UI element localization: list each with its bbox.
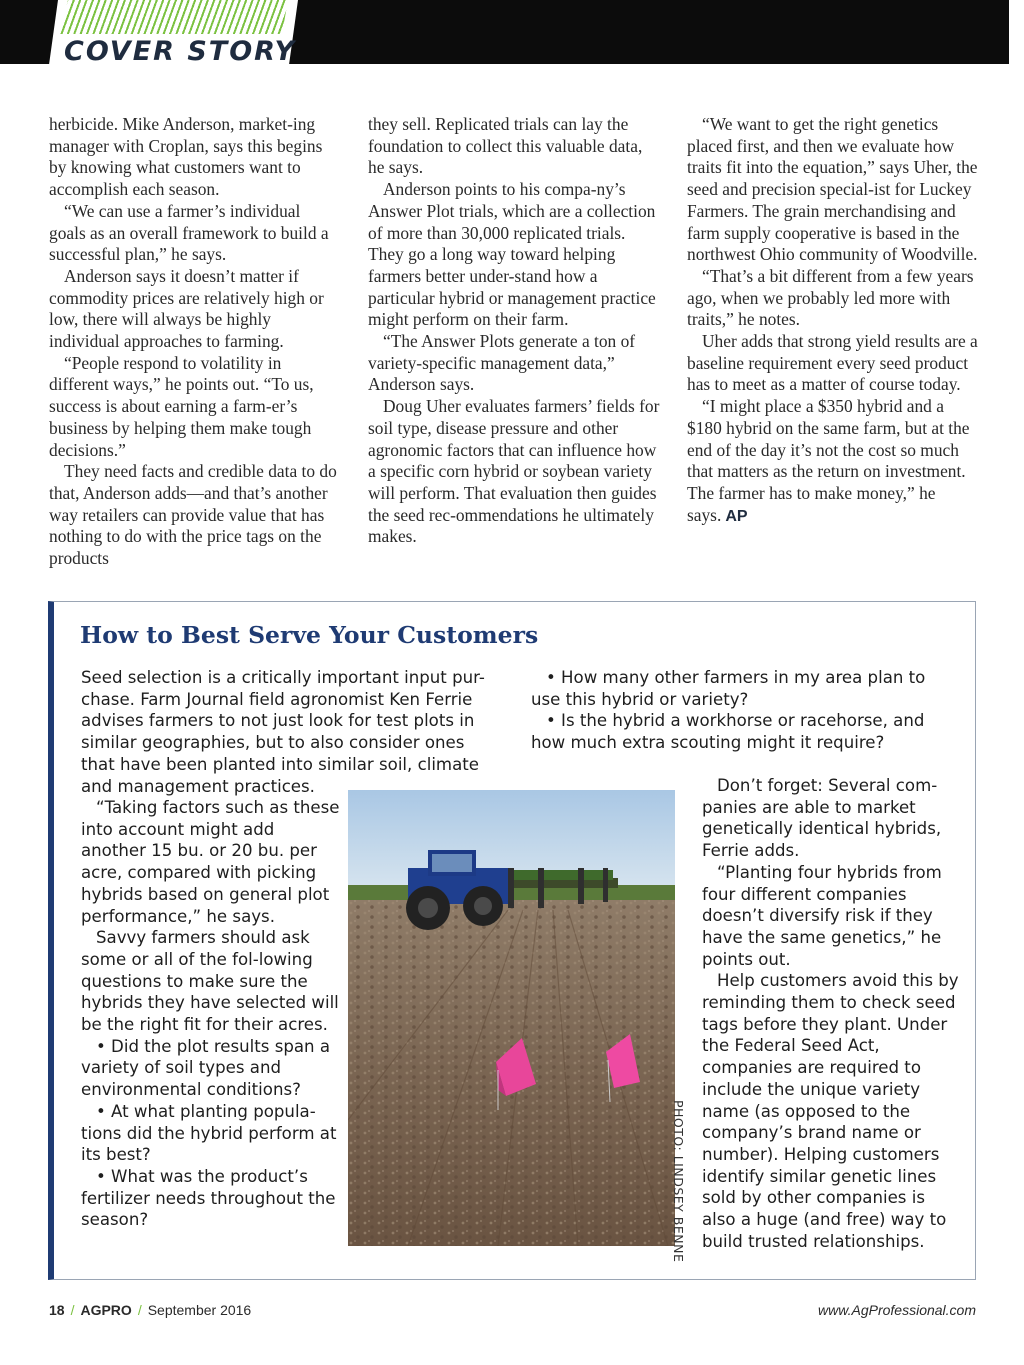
paragraph: “The Answer Plots generate a ton of variety-specific management data,” Anderson says. (368, 331, 636, 395)
paragraph: They need facts and credible data to do that, Anderson adds—and that’s another way retailers can provide value that has nothing to do with the price tags on the products (49, 461, 337, 569)
section-label: COVER STORY (64, 36, 297, 67)
sidebar-left-column (81, 797, 343, 1231)
bullet-item: • Did the plot results span a variety of soil types and environmental conditions? (81, 1036, 331, 1100)
paragraph: “Planting four hybrids from four different companies doesn’t diversify risk if they have the same genetics,” he points out. (702, 862, 942, 969)
bullet-item: • What was the product’s fertilizer needs throughout the season? (81, 1166, 336, 1230)
paragraph: “Taking factors such as these into account might add another 15 bu. or 20 bu. per acre, compared with picking hybrids based on general plot performance,” he says. (81, 798, 340, 926)
publication-name: AGPRO (80, 1302, 132, 1318)
paragraph: they sell. Replicated trials can lay the foundation to collect this valuable data, he says. (368, 114, 643, 178)
footer-left (49, 1302, 251, 1318)
bullet-item: • How many other farmers in my area plan to use this hybrid or variety? (531, 668, 926, 709)
sidebar-right-column (702, 775, 960, 1252)
end-mark: AP (725, 507, 748, 525)
bullet-item: • Is the hybrid a workhorse or racehorse, and how much extra scouting might it require? (531, 711, 925, 753)
paragraph: herbicide. Mike Anderson, market-ing manager with Croplan, says this begins by knowing what customers want to accomplish each season. (49, 114, 323, 200)
separator: / (70, 1302, 75, 1318)
article-column-1 (49, 114, 341, 570)
paragraph: Doug Uher evaluates farmers’ fields for soil type, disease pressure and other agronomic factors that can influence how a specific corn hybrid or soybean variety will perform. That evaluation then guides the seed rec-ommendations he ultimately makes. (368, 396, 660, 547)
footer-website[interactable]: www.AgProfessional.com (818, 1302, 976, 1318)
paragraph: Savvy farmers should ask some or all of the fol-lowing questions to make sure the hybrids they have selected will be the right fit for their acres. (81, 928, 339, 1035)
field-photo (348, 790, 675, 1246)
photo-credit: PHOTO: LINDSEY BENNE (671, 1100, 686, 1263)
paragraph: “That’s a bit different from a few years ago, when we probably led more with traits,” he notes. (687, 265, 974, 330)
paragraph: “I might place a $350 hybrid and a $180 hybrid on the same farm, but at the end of the day it’s not the cost so much that matters as the return on investment. The farmer has to make money,” he says. (687, 396, 970, 525)
sidebar-right-top (531, 667, 941, 754)
paragraph: Seed selection is a critically important input pur-chase. Farm Journal field agronomist Ken Ferrie advises farmers to not just look for test plots in similar geographies, but to also consider ones that have been planted into similar soil, climate and management practices. (81, 668, 485, 796)
tab-stripe-pattern (60, 0, 288, 34)
paragraph: “We can use a farmer’s individual goals as an overall framework to build a successful plan,” he says. (49, 200, 329, 265)
separator: / (137, 1302, 142, 1318)
paragraph: Help customers avoid this by reminding them to check seed tags before they plant. Under the Federal Seed Act, companies are required to include the unique variety name (as opposed to the company’s brand name or number). Helping customers identify similar genetic lines sold by other companies is also a huge (and free) way to build trusted relationships. (702, 971, 959, 1251)
sidebar-title: How to Best Serve Your Customers (80, 621, 539, 649)
page-number: 18 (49, 1302, 65, 1318)
page-edge (1009, 0, 1024, 1365)
paragraph: Don’t forget: Several com-panies are able to market genetically identical hybrids, Ferrie adds. (702, 776, 942, 861)
paragraph: “People respond to volatility in different ways,” he points out. “To us, success is about earning a farm-er’s business by helping them make tough decisions.” (49, 352, 314, 460)
paragraph: Uher adds that strong yield results are a baseline requirement every seed product has to meet as a matter of course today. (687, 331, 978, 395)
bullet-item: • At what planting popula-tions did the hybrid perform at its best? (81, 1101, 337, 1165)
paragraph: Anderson points to his compa-ny’s Answer Plot trials, which are a collection of more than 30,000 replicated trials. They go a long way toward helping farmers better under-stand how a particular hybrid or management practice might perform on their farm. (368, 179, 656, 330)
sidebar-intro (81, 667, 501, 797)
article-column-3 (687, 114, 979, 527)
paragraph: Anderson says it doesn’t matter if commodity prices are relatively high or low, there will always be highly individual approaches to farming. (49, 265, 324, 352)
article-column-2 (368, 114, 660, 548)
issue-date: September 2016 (147, 1302, 252, 1318)
paragraph: “We want to get the right genetics placed first, and then we evaluate how traits fit into the equation,” says Uher, the seed and precision special-ist for Luckey Farmers. The grain merchandising and farm supply cooperative is based in the northwest Ohio community of Woodville. (687, 114, 978, 265)
